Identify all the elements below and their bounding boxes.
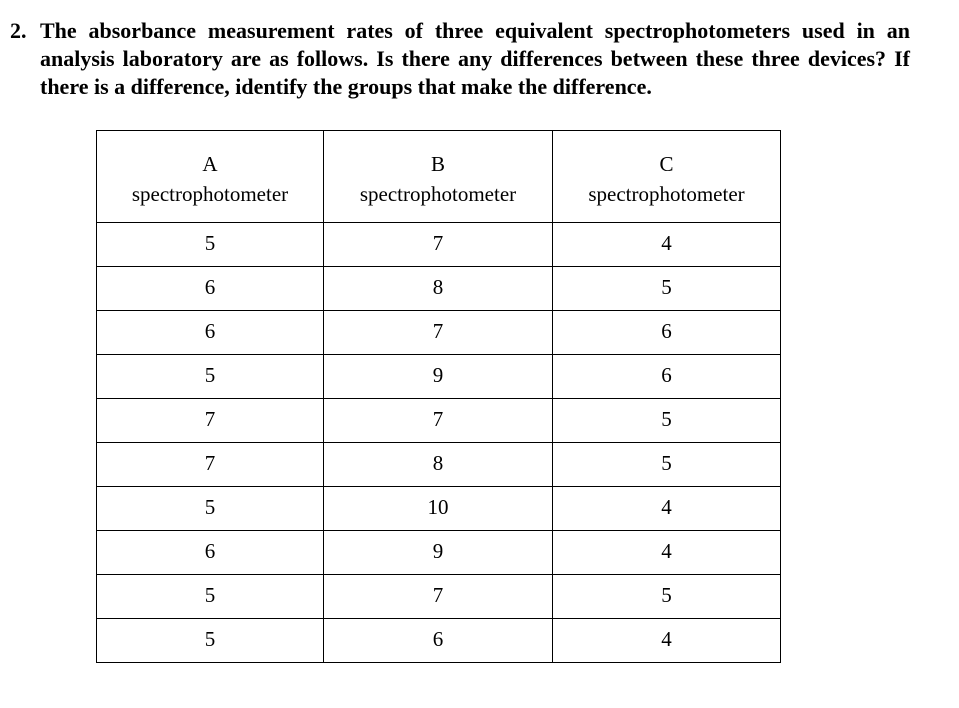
table-row — [97, 355, 781, 399]
table-row — [97, 487, 781, 531]
table-row — [97, 311, 781, 355]
table-row — [97, 575, 781, 619]
table-row — [97, 531, 781, 575]
table-cell: 7 — [324, 311, 553, 355]
table-cell: 5 — [553, 267, 781, 311]
measurement-table — [96, 130, 781, 663]
table-cell: 5 — [553, 575, 781, 619]
table-row — [97, 223, 781, 267]
table-header-row — [97, 131, 781, 223]
header-a-letter: A — [202, 151, 218, 176]
header-c — [553, 131, 781, 223]
table-row — [97, 267, 781, 311]
table-row — [97, 443, 781, 487]
table-cell: 9 — [324, 355, 553, 399]
table-cell: 5 — [553, 399, 781, 443]
table-row — [97, 399, 781, 443]
table-cell: 5 — [97, 355, 324, 399]
header-c-letter: C — [659, 151, 674, 176]
table-cell: 6 — [553, 355, 781, 399]
table-cell: 7 — [324, 223, 553, 267]
table-cell: 5 — [553, 443, 781, 487]
table-cell: 5 — [97, 619, 324, 663]
table-cell: 7 — [324, 399, 553, 443]
header-b-letter: B — [430, 151, 445, 176]
header-a-word: spectrophotometer — [131, 181, 289, 206]
table-cell: 7 — [97, 443, 324, 487]
table-cell: 5 — [97, 223, 324, 267]
question-paragraph — [10, 17, 910, 101]
table-cell: 6 — [97, 531, 324, 575]
table-cell: 8 — [324, 267, 553, 311]
table-row — [97, 619, 781, 663]
header-a — [97, 131, 324, 223]
table-cell: 6 — [97, 267, 324, 311]
table-cell: 6 — [553, 311, 781, 355]
question-number: 2. — [10, 18, 27, 43]
header-b — [324, 131, 553, 223]
table-cell: 4 — [553, 619, 781, 663]
table-cell: 10 — [324, 487, 553, 531]
header-c-word: spectrophotometer — [588, 181, 745, 206]
table-cell: 8 — [324, 443, 553, 487]
table-cell: 7 — [97, 399, 324, 443]
question-text: The absorbance measurement rates of three equivalent spectrophotometers used in an analysis laboratory are as follows. Is there any differences between these three devices? If there is a difference, identify the groups that make the difference. — [40, 18, 910, 99]
table-cell: 5 — [97, 487, 324, 531]
table-cell: 4 — [553, 223, 781, 267]
header-b-word: spectrophotometer — [359, 181, 517, 206]
table-cell: 7 — [324, 575, 553, 619]
table-cell: 5 — [97, 575, 324, 619]
table-cell: 4 — [553, 531, 781, 575]
table-cell: 6 — [97, 311, 324, 355]
table-cell: 6 — [324, 619, 553, 663]
table-cell: 4 — [553, 487, 781, 531]
table-cell: 9 — [324, 531, 553, 575]
